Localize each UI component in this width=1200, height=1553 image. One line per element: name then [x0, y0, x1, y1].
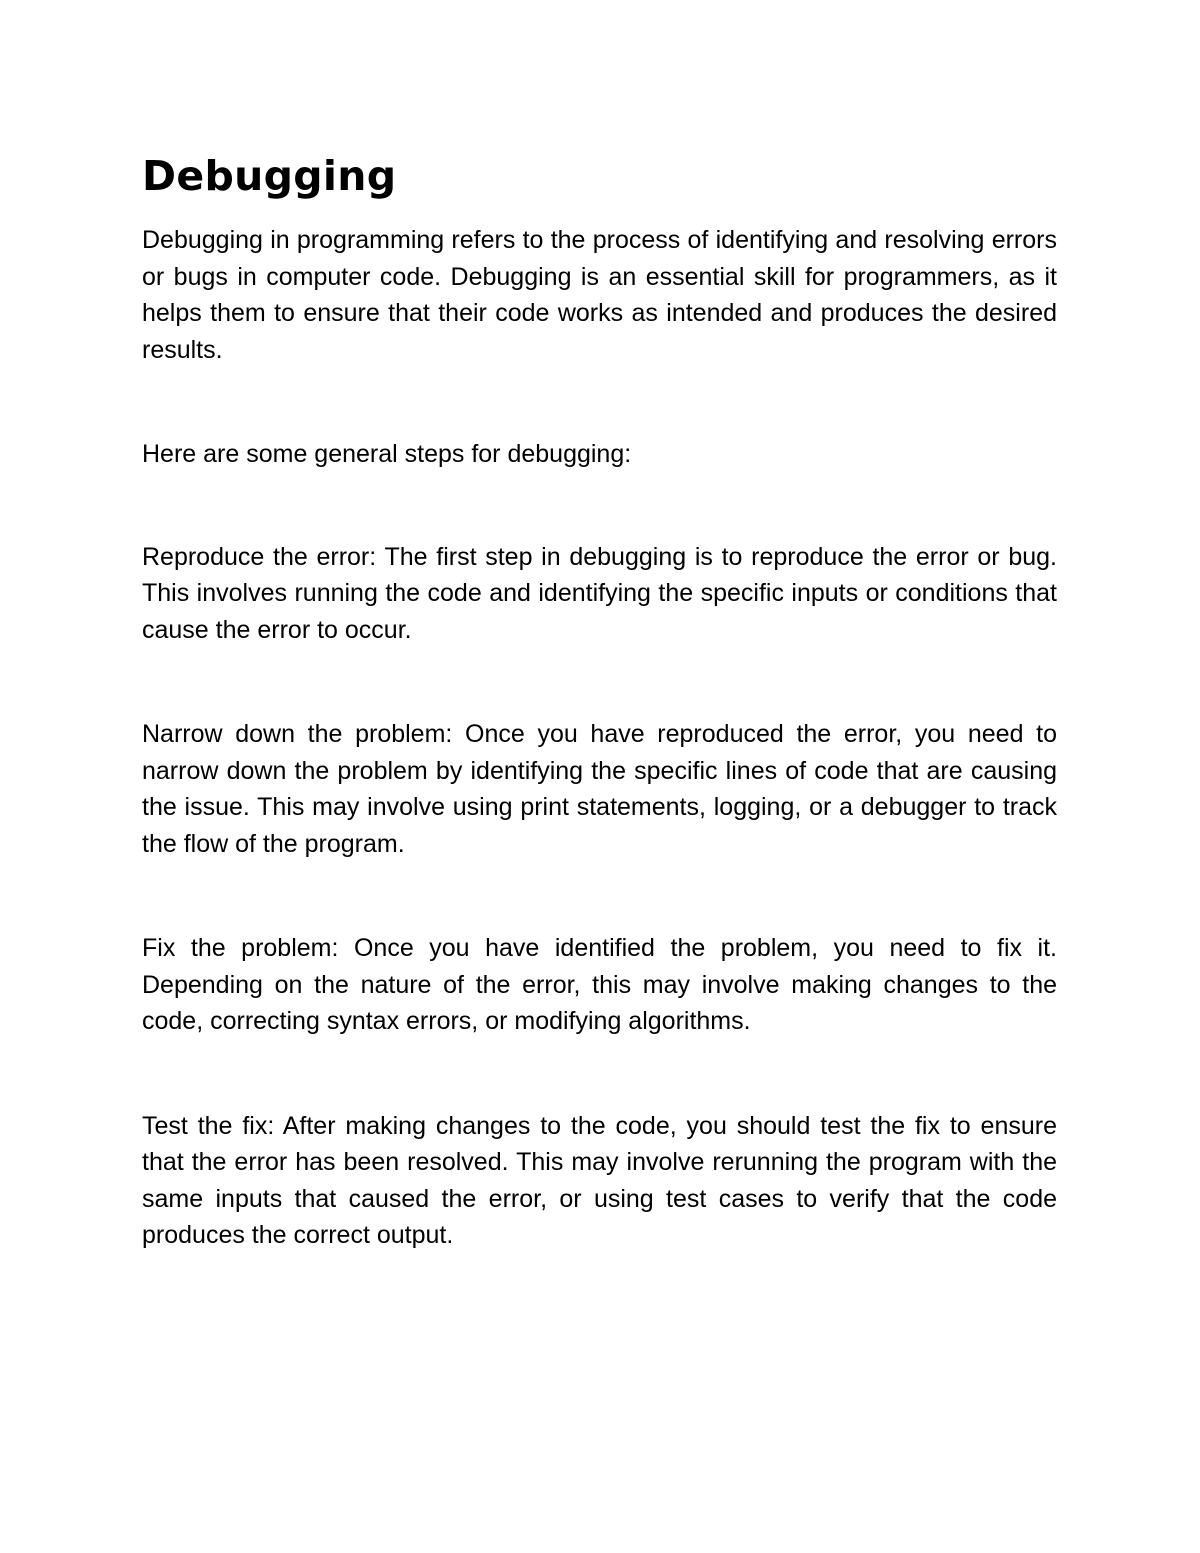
step-narrow-down-problem: Narrow down the problem: Once you have reproduced the error, you need to narrow down the problem by identifying the specific lines of code that are causing the issue. This may involve using print statements, logging, or a debugger to track the flow of the program.	[142, 720, 1057, 858]
step-fix-problem: Fix the problem: Once you have identified the problem, you need to fix it. Depending on the nature of the error, this may involve making changes to the code, correcting syntax errors, or modifying algorithms.	[142, 934, 1057, 1035]
intro-paragraph: Debugging in programming refers to the process of identifying and resolving errors or bugs in computer code. Debugging is an essential skill for programmers, as it helps them to ensure that their code works as intended and produces the desired results.	[142, 226, 1057, 364]
step-reproduce-error: Reproduce the error: The first step in debugging is to reproduce the error or bug. This involves running the code and identifying the specific inputs or conditions that cause the error to occur.	[142, 542, 1057, 644]
page-title: Debugging	[142, 152, 397, 200]
document-body	[142, 150, 1057, 1322]
step-test-fix: Test the fix: After making changes to the code, you should test the fix to ensure that the error has been resolved. This may involve rerunning the program with the same inputs that caused the error, or using test cases to verify that the code produces the correct output.	[142, 1111, 1057, 1249]
steps-lead-paragraph: Here are some general steps for debugging:	[142, 440, 632, 468]
